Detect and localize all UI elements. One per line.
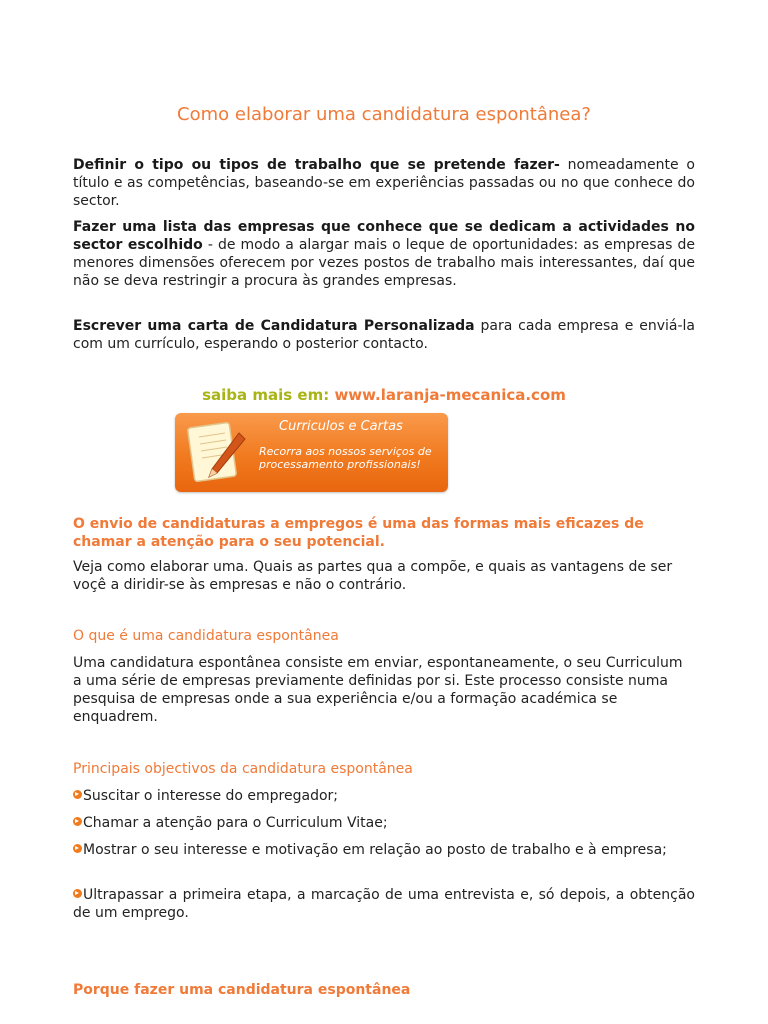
bullet-text: Chamar a atenção para o Curriculum Vitae; [83, 815, 388, 831]
bullet-text: Ultrapassar a primeira etapa, a marcação de uma entrevista e, só depois, a obtenção de um emprego. [73, 887, 695, 921]
bullet-item [73, 787, 695, 805]
section2-body: Uma candidatura espontânea consiste em enviar, espontaneamente, o seu Curriculum a uma série de empresas previamente definidas por si. Este processo consiste numa pesquisa de empresas onde a sua experiência e/ou a formação académica se enquadrem. [73, 655, 683, 725]
intro-text-3: para cada empresa e enviá-la com um currículo, esperando o posterior contacto. [73, 318, 695, 352]
intro-bold-2: Fazer uma lista das empresas que conhece que se dedicam a actividades no sector escolhido [73, 219, 695, 253]
bullet-item [73, 841, 695, 859]
intro-bold-1: Definir o tipo ou tipos de trabalho que se pretende fazer- [73, 157, 560, 173]
intro-text-1: nomeadamente o título e as competências, baseando-se em experiências passadas ou no que conhece do sector. [73, 157, 695, 209]
intro-bold-3: Escrever uma carta de Candidatura Personalizada [73, 318, 475, 334]
intro-paragraph-2 [73, 218, 695, 290]
section1-body: Veja como elaborar uma. Quais as partes qua a compõe, e quais as vantagens de ser voçê a diridir-se às empresas e não o contrário. [73, 559, 673, 593]
document-pen-icon [185, 419, 249, 489]
bullet-arrow-icon [73, 889, 82, 898]
bullet-item [73, 886, 695, 922]
banner-title: Curriculos e Cartas [279, 419, 403, 434]
services-banner[interactable] [175, 413, 448, 492]
section1-heading: O envio de candidaturas a empregos é uma das formas mais eficazes de chamar a atenção para o seu potencial. [73, 516, 644, 550]
page-title: Como elaborar uma candidatura espontânea? [177, 104, 591, 125]
saiba-mais-line [0, 386, 768, 404]
saiba-lead: saiba mais em: [202, 386, 335, 404]
intro-text-2: - de modo a alargar mais o leque de oportunidades: as empresas de menores dimensões oferecem por vezes postos de trabalho mais interessantes, daí que não se deva restringir a procura às grandes empresas. [73, 237, 696, 289]
section2-heading: O que é uma candidatura espontânea [73, 628, 339, 644]
saiba-link[interactable]: www.laranja-mecanica.com [334, 386, 566, 404]
section3-heading: Principais objectivos da candidatura espontânea [73, 761, 413, 777]
section4-heading: Porque fazer uma candidatura espontânea [73, 982, 411, 998]
bullet-arrow-icon [73, 817, 82, 826]
banner-subtitle: Recorra aos nossos serviços de processamento profissionais! [259, 445, 432, 471]
intro-paragraph-1 [73, 156, 695, 210]
bullet-item [73, 814, 695, 832]
bullet-text: Suscitar o interesse do empregador; [83, 788, 339, 804]
bullet-arrow-icon [73, 790, 82, 799]
intro-paragraph-3 [73, 317, 695, 353]
bullet-arrow-icon [73, 844, 82, 853]
bullet-text: Mostrar o seu interesse e motivação em relação ao posto de trabalho e à empresa; [83, 842, 667, 858]
